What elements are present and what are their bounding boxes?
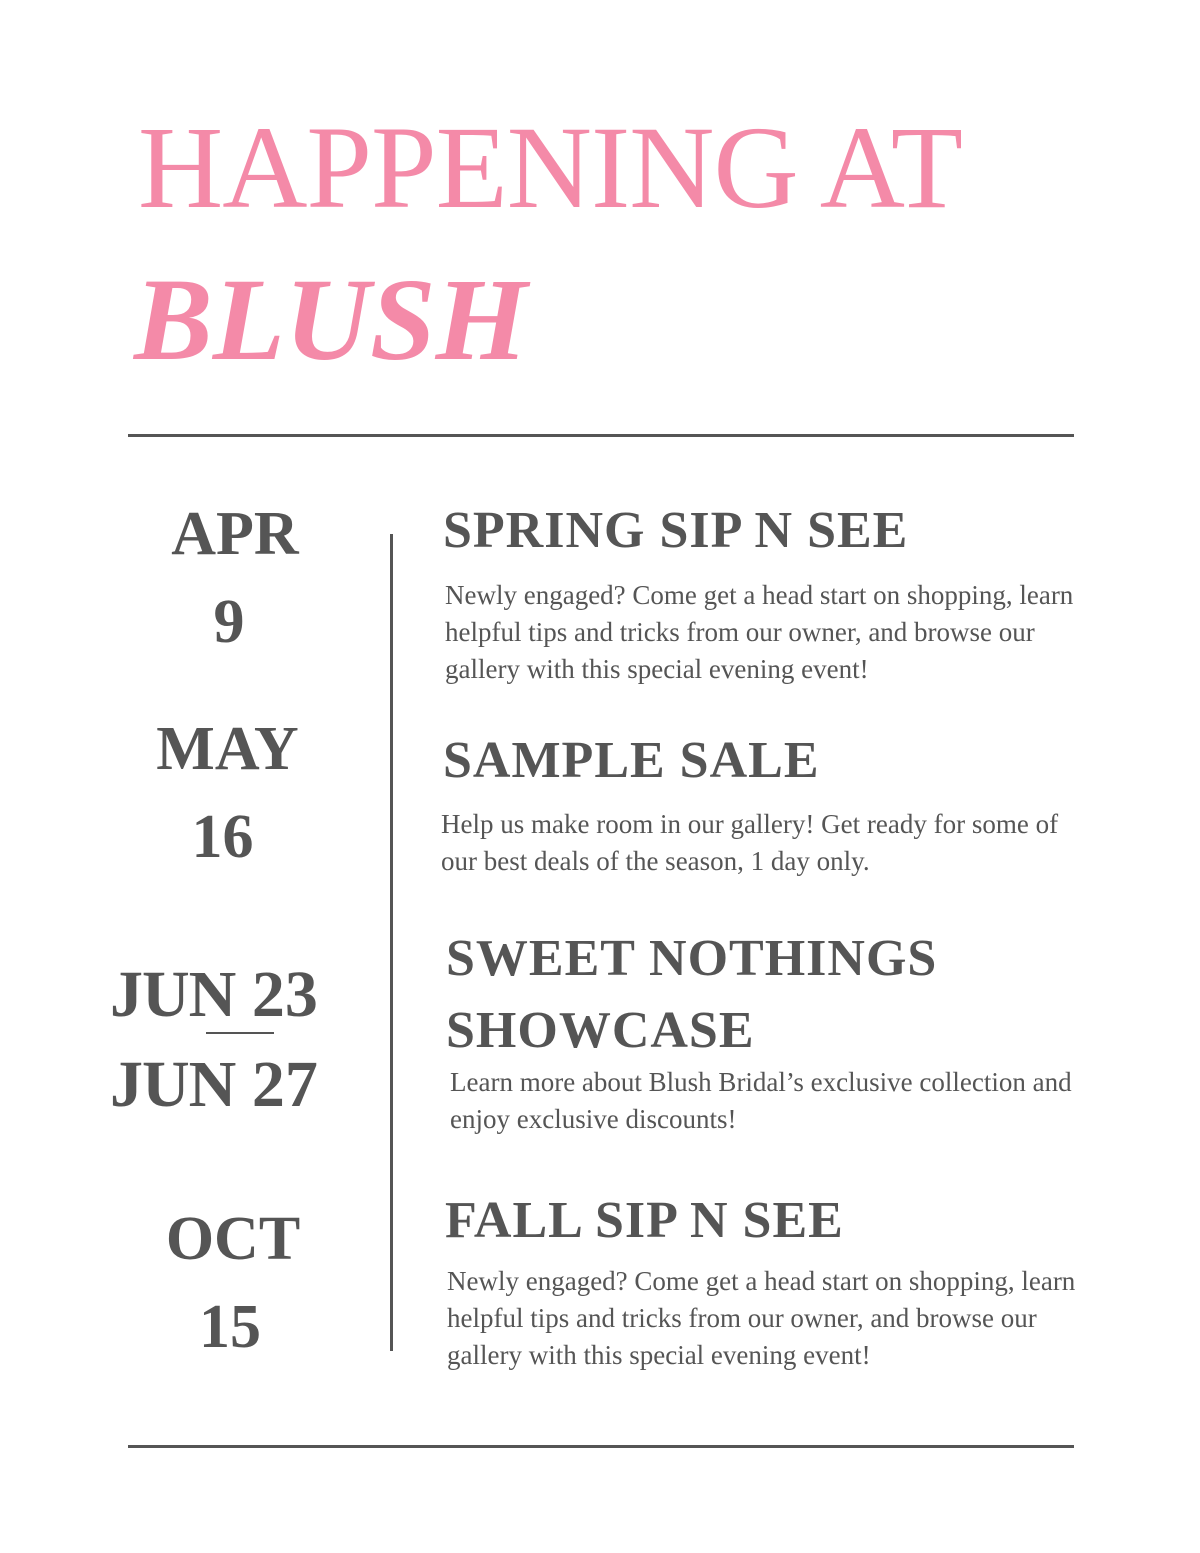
event-date-apr — [150, 490, 320, 666]
event-day: 15 — [199, 1293, 261, 1361]
event-end-day: 27 — [251, 1048, 318, 1121]
date-range-divider — [206, 1032, 274, 1034]
event-description-spring: Newly engaged? Come get a head start on shopping, learn helpful tips and tricks from our owner, and browse our gallery with this special evening event! — [445, 580, 1074, 684]
bottom-divider — [128, 1445, 1074, 1448]
event-month: APR — [171, 500, 299, 568]
event-month: MAY — [156, 715, 299, 783]
event-date-may — [140, 705, 315, 881]
event-title-spring: SPRING SIP N SEE — [443, 502, 909, 559]
event-description-fall: Newly engaged? Come get a head start on shopping, learn helpful tips and tricks from our owner, and browse our gallery with this special evening event! — [447, 1266, 1076, 1370]
event-month: OCT — [165, 1205, 301, 1273]
page-title-line2: BLUSH — [134, 254, 528, 385]
page-title-line1: HAPPENING AT — [138, 102, 962, 233]
event-end-month: JUN — [110, 1048, 236, 1121]
event-day: 16 — [191, 803, 254, 871]
top-divider — [128, 434, 1074, 437]
event-start-day: 23 — [251, 958, 318, 1031]
timeline-divider — [390, 534, 393, 1351]
event-description-sample-sale: Help us make room in our gallery! Get ready for some of our best deals of the season, 1 day only. — [441, 809, 1059, 876]
event-title-sweet-nothings-line1: SWEET NOTHINGS — [446, 930, 938, 987]
event-title-sweet-nothings-line2: SHOWCASE — [446, 1002, 755, 1059]
event-title-fall: FALL SIP N SEE — [445, 1192, 844, 1249]
event-start-month: JUN — [110, 958, 236, 1031]
event-description-sweet-nothings: Learn more about Blush Bridal’s exclusive collection and enjoy exclusive discounts! — [450, 1067, 1072, 1134]
event-day: 9 — [213, 588, 245, 656]
event-title-sample-sale: SAMPLE SALE — [443, 732, 820, 789]
event-date-oct — [148, 1195, 318, 1371]
event-date-range-jun — [110, 950, 360, 1130]
